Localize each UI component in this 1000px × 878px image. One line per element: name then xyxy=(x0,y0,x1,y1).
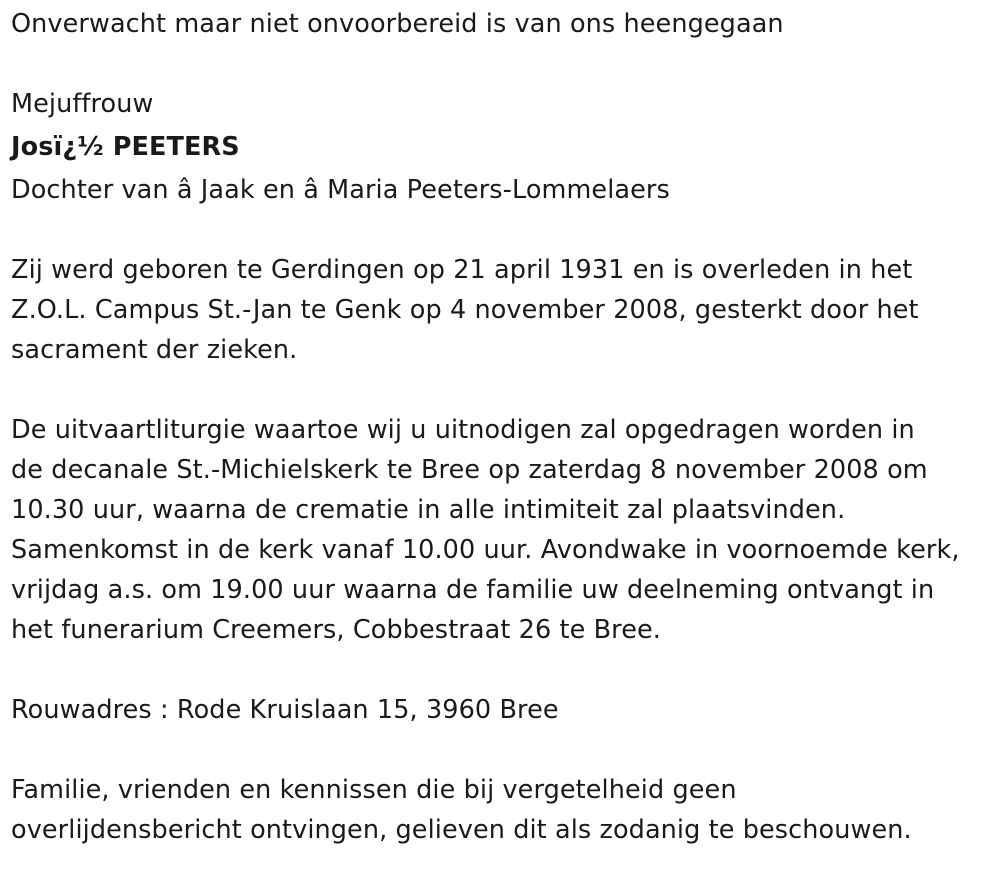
parents-text: Dochter van â Jaak en â Maria Peeters-Lommelaers xyxy=(11,175,670,205)
spacer xyxy=(11,370,991,410)
paragraph-line: Zij werd geboren te Gerdingen op 21 april 1931 en is overleden in het xyxy=(11,255,913,285)
spacer xyxy=(11,730,991,770)
paragraph-line: het funerarium Creemers, Cobbestraat 26 te Bree. xyxy=(11,615,661,645)
obituary-notice xyxy=(11,4,991,850)
intro-text: Onverwacht maar niet onvoorbereid is van ons heengegaan xyxy=(11,9,784,39)
closing-paragraph xyxy=(11,770,991,850)
address-text: Rouwadres : Rode Kruislaan 15, 3960 Bree xyxy=(11,695,559,725)
deceased-name: Josï¿½ PEETERS xyxy=(11,132,240,162)
paragraph-line: overlijdensbericht ontvingen, gelieven dit als zodanig te beschouwen. xyxy=(11,815,912,845)
salutation: Mejuffrouw xyxy=(11,89,154,119)
paragraph-line: Familie, vrienden en kennissen die bij vergetelheid geen xyxy=(11,775,737,805)
paragraph-line: Samenkomst in de kerk vanaf 10.00 uur. Avondwake in voornoemde kerk, xyxy=(11,535,960,565)
funeral-paragraph xyxy=(11,410,991,650)
spacer xyxy=(11,210,991,250)
paragraph-line: vrijdag a.s. om 19.00 uur waarna de familie uw deelneming ontvangt in xyxy=(11,575,935,605)
paragraph-line: 10.30 uur, waarna de crematie in alle intimiteit zal plaatsvinden. xyxy=(11,495,846,525)
paragraph-line: sacrament der zieken. xyxy=(11,335,298,365)
spacer xyxy=(11,650,991,690)
spacer xyxy=(11,44,991,84)
paragraph-line: De uitvaartliturgie waartoe wij u uitnodigen zal opgedragen worden in xyxy=(11,415,915,445)
paragraph-line: Z.O.L. Campus St.-Jan te Genk op 4 november 2008, gesterkt door het xyxy=(11,295,919,325)
paragraph-line: de decanale St.-Michielskerk te Bree op zaterdag 8 november 2008 om xyxy=(11,455,928,485)
birth-death-paragraph xyxy=(11,250,991,370)
